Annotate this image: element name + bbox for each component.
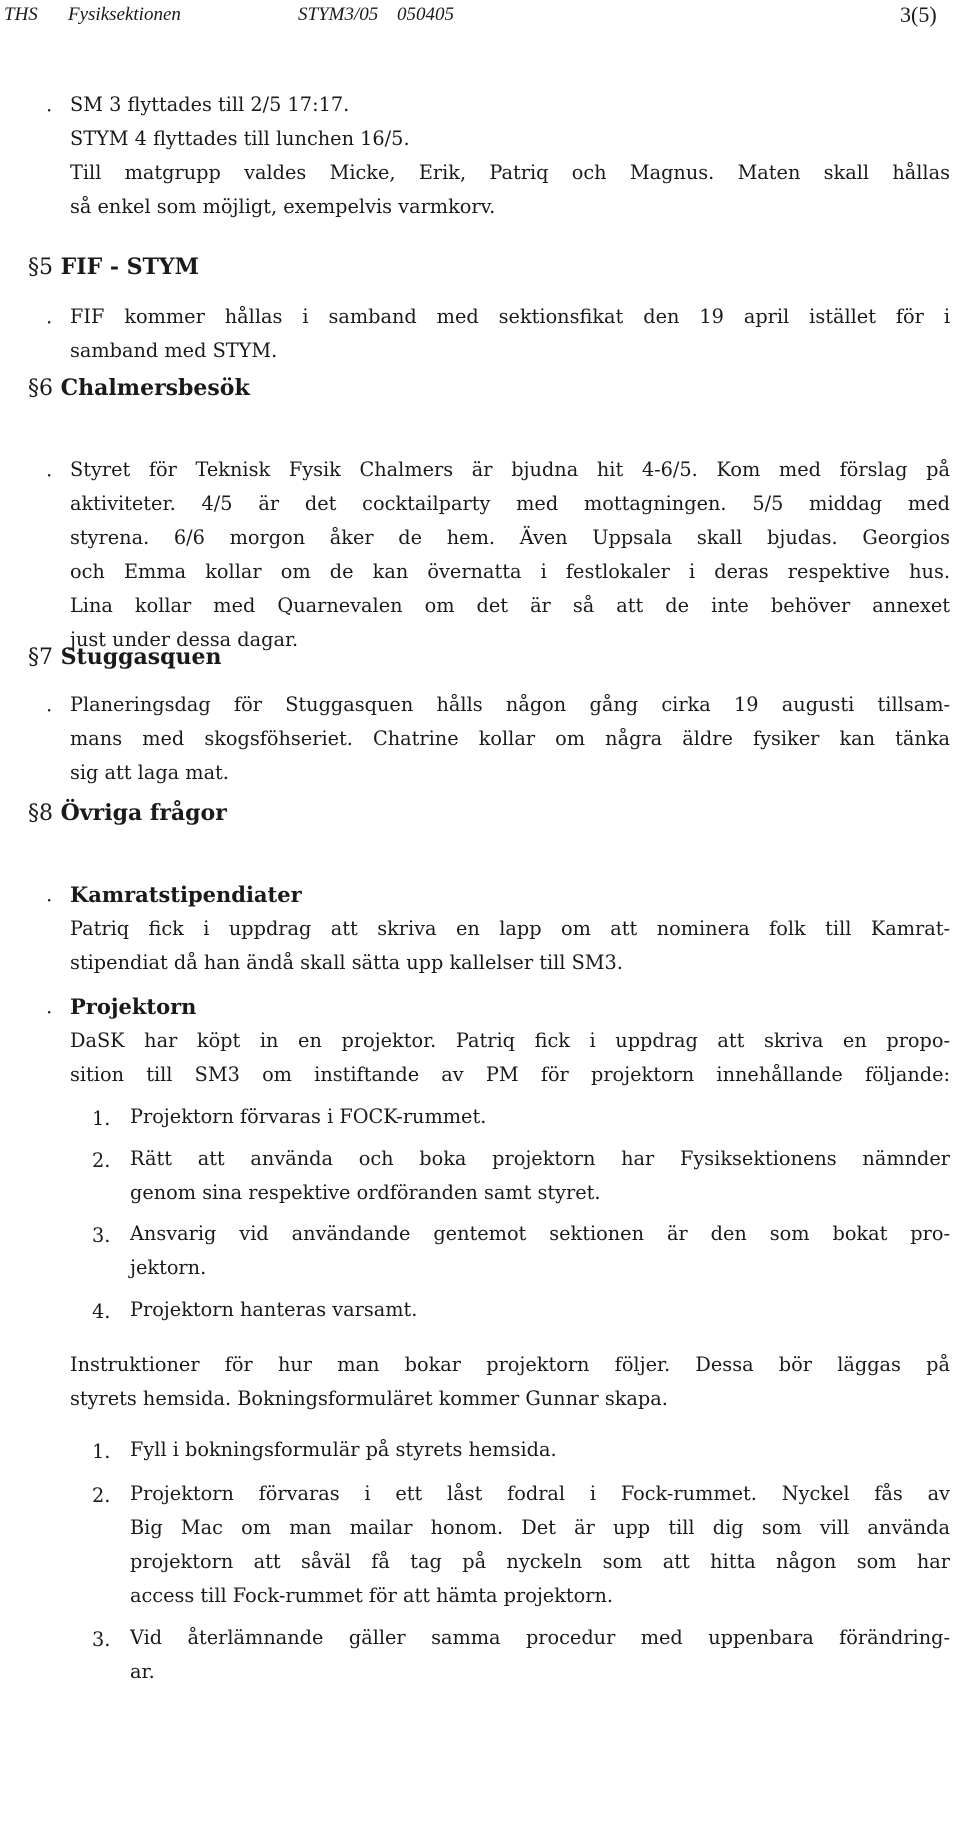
text-line: Rätt att använda och boka projektorn har Fysiksektionens nämnder [130,1147,950,1170]
bullet: · [46,463,53,487]
text-line: Planeringsdag för Stuggasquen hålls någon gång cirka 19 augusti tillsam- [70,693,950,716]
list-number: 1. [92,1440,111,1463]
text-line: projektorn att såväl få tag på nyckeln som att hitta någon som har [130,1550,950,1573]
text-line: styrena. 6/6 morgon åker de hem. Även Uppsala skall bjudas. Georgios [70,526,950,549]
text-line: Lina kollar med Quarnevalen om det är så att de inte behöver annexet [70,594,950,617]
text-line: Projektorn förvaras i FOCK-rummet. [130,1105,487,1128]
section-heading [28,800,227,826]
section-paragraph [70,453,950,657]
subheading: Kamratstipendiater [70,882,302,907]
text-line: jektorn. [130,1256,207,1279]
section-title: Chalmersbesök [60,375,250,401]
text-line: Ansvarig vid användande gentemot sektionen är den som bokat pro- [130,1222,950,1245]
list-number: 2. [92,1484,111,1507]
section-paragraph [70,688,950,790]
list-item [130,1477,950,1613]
bullet: · [46,98,53,122]
text-line: mans med skogsföhseriet. Chatrine kollar om några äldre fysiker kan tänka [70,727,950,750]
text-line: Projektorn hanteras varsamt. [130,1298,418,1321]
text-line: Styret för Teknisk Fysik Chalmers är bjudna hit 4-6/5. Kom med förslag på [70,458,950,481]
text-line: Till matgrupp valdes Micke, Erik, Patriq och Magnus. Maten skall hållas [70,161,950,184]
section-heading [28,375,250,401]
header-page: 3(5) [900,2,937,27]
text-line: och Emma kollar om de kan övernatta i festlokaler i deras respektive hus. [70,560,950,583]
text-line: Patriq fick i uppdrag att skriva en lapp om att nominera folk till Kamrat- [70,917,950,940]
list-item [130,1142,950,1210]
text-line: så enkel som möjligt, exempelvis varmkorv. [70,195,496,218]
section-heading [28,254,199,280]
section-title: FIF - STYM [60,254,199,280]
text-line: just under dessa dagar. [70,628,299,651]
header-org: Fysiksektionen [68,4,181,25]
text-line: sig att laga mat. [70,761,229,784]
list-number: 2. [92,1149,111,1172]
subheading: Projektorn [70,994,197,1019]
text-line: ar. [130,1660,155,1683]
text-line: sition till SM3 om instiftande av PM för projektorn innehållande följande: [70,1063,950,1086]
section-title: Övriga frågor [60,800,227,826]
list-item [130,1100,950,1134]
text-line: Vid återlämnande gäller samma procedur med uppenbara förändring- [130,1626,950,1649]
page-header [0,2,960,32]
text-line: FIF kommer hållas i samband med sektionsfikat den 19 april istället för i [70,305,950,328]
list-number: 3. [92,1224,111,1247]
list-number: 1. [92,1107,111,1130]
text-line: aktiviteter. 4/5 är det cocktailparty med mottagningen. 5/5 middag med [70,492,950,515]
header-left: THS [4,4,38,25]
bullet: · [46,698,53,722]
text-line: Fyll i bokningsformulär på styrets hemsida. [130,1438,557,1461]
instructions-paragraph [70,1348,950,1416]
projektorn-paragraph [70,990,950,1092]
list-number: 3. [92,1628,111,1651]
header-date: 050405 [397,4,454,25]
section-number: §5 [28,255,53,280]
bullet: · [46,310,53,334]
text-line: genom sina respektive ordföranden samt styret. [130,1181,601,1204]
bullet: · [46,888,53,912]
text-line: Instruktioner för hur man bokar projektorn följer. Dessa bör läggas på [70,1353,950,1376]
kamrat-paragraph [70,878,950,980]
list-number: 4. [92,1300,111,1323]
section-paragraph [70,300,950,368]
text-line: DaSK har köpt in en projektor. Patriq fick i uppdrag att skriva en propo- [70,1029,950,1052]
section-number: §8 [28,801,53,826]
list-item [130,1433,950,1467]
intro-paragraph [70,88,950,224]
header-doc: STYM3/05 [298,4,379,25]
text-line: SM 3 flyttades till 2/5 17:17. [70,93,350,116]
section-heading [28,644,222,670]
list-item [130,1621,950,1689]
section-number: §6 [28,376,53,401]
text-line: Projektorn förvaras i ett låst fodral i Fock-rummet. Nyckel fås av [130,1482,950,1505]
list-item [130,1217,950,1285]
text-line: access till Fock-rummet för att hämta projektorn. [130,1584,614,1607]
text-line: Big Mac om man mailar honom. Det är upp till dig som vill använda [130,1516,950,1539]
list-item [130,1293,950,1327]
text-line: styrets hemsida. Bokningsformuläret kommer Gunnar skapa. [70,1387,668,1410]
bullet: · [46,1000,53,1024]
text-line: STYM 4 flyttades till lunchen 16/5. [70,127,410,150]
section-number: §7 [28,645,53,670]
text-line: stipendiat då han ändå skall sätta upp kallelser till SM3. [70,951,623,974]
text-line: samband med STYM. [70,339,278,362]
section-title: Stuggasquen [60,644,222,670]
